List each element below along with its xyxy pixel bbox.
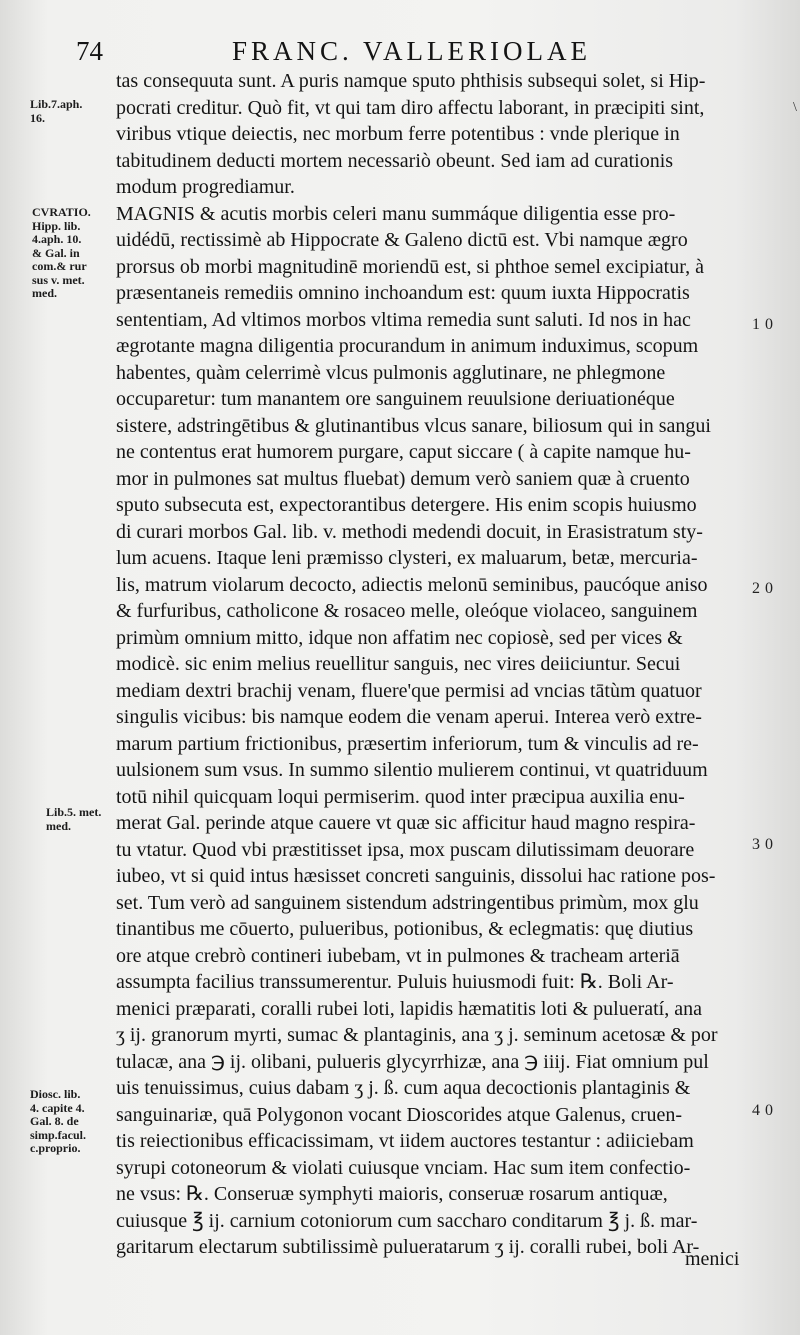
text-line: prorsus ob morbi magnitudinē moriendū est, si phthoe semel excipiatur, à <box>116 255 704 278</box>
text-line: tabitudinem deducti mortem necessariò obeunt. Sed iam ad curationis <box>116 149 674 172</box>
line-number-40: 40 <box>752 1102 778 1119</box>
text-line: præsentaneis remediis omnino inchoandum est: quum iuxta Hippocratis <box>116 282 690 304</box>
page-header <box>0 28 800 68</box>
text-line: habentes, quàm celerrimè vlcus pulmonis agglutinare, ne phlegmone <box>116 361 666 384</box>
margin-note-curatio: CVRATIO. Hipp. lib. 4.aph. 10. & Gal. in com.& rur sus v. met. med. <box>32 205 91 300</box>
text-line: garitarum electarum subtilissimè pulueratarum ʒ ij. coralli rubei, boli Ar- <box>116 1236 700 1258</box>
text-line: uis tenuissimus, cuius dabam ʒ j. ß. cum aqua decoctionis plantaginis & <box>116 1077 691 1099</box>
page-number: 74 <box>76 36 103 66</box>
text-line: MAGNIS & acutis morbis celeri manu summáque diligentia esse pro- <box>116 202 676 225</box>
text-line: ne vsus: ℞. Conseruæ symphyti maioris, conseruæ rosarum antiquæ, <box>116 1183 668 1205</box>
text-line: occuparetur: tum manantem ore sanguinem reuulsione deriuationéque <box>116 388 675 410</box>
text-line: modum progrediamur. <box>116 176 295 198</box>
line-number-30: 30 <box>752 836 778 853</box>
text-line: ne contentus erat humorem purgare, caput siccare ( à capite namque hu- <box>116 441 691 463</box>
text-line: viribus vtique deiectis, nec morbum ferre potentibus : vnde plerique in <box>116 123 680 145</box>
text-line: modicè. sic enim melius reuellitur sanguis, nec vires deiiciuntur. Secui <box>116 653 681 675</box>
text-line: ore atque crebrò contineri iubebam, vt in pulmones & tracheam arteriā <box>116 944 680 967</box>
text-line: lum acuens. Itaque leni præmisso clysteri, ex maluarum, betæ, mercuria- <box>116 547 698 569</box>
text-line: tu vtatur. Quod vbi præstitisset ipsa, mox puscam dilutissimam deuorare <box>116 838 695 861</box>
text-line: iubeo, vt si quid intus hæsisset concreti sanguinis, dissolui hac ratione pos- <box>116 865 716 887</box>
text-line: mor in pulmones sat multus fluebat) demum verò saniem quæ à cruento <box>116 467 690 490</box>
text-line: sententiam, Ad vltimos morbos vltima remedia sunt saluti. Id nos in hac <box>116 308 691 331</box>
text-line: uidédū, rectissimè ab Hippocrate & Galeno dictū est. Vbi namque ægro <box>116 229 688 251</box>
text-line: pocrati creditur. Quò fit, vt qui tam diro affectu laborant, in præcipiti sint, <box>116 96 705 119</box>
text-line: tinantibus me cōuerto, pulueribus, potionibus, & eclegmatis: quę diutius <box>116 918 694 940</box>
text-line: marum partium frictionibus, præsertim inferiorum, tum & vinculis ad re- <box>116 732 699 755</box>
line-number-10: 10 <box>752 316 778 333</box>
text-line: syrupi cotoneorum & violati cuiusque vnciam. Hac sum item confectio- <box>116 1156 691 1179</box>
margin-note-dioscorides: Diosc. lib. 4. capite 4. Gal. 8. de simp.facul. c.proprio. <box>30 1087 87 1155</box>
text-line: singulis vicibus: bis namque eodem die venam aperui. Interea verò extre- <box>116 706 702 728</box>
text-line: tas consequuta sunt. A puris namque sputo phthisis subsequi solet, si Hip- <box>116 70 706 92</box>
text-line: mediam dextri brachij venam, fluere'que permisi ad vncias tātùm quatuor <box>116 679 702 702</box>
text-line: set. Tum verò ad sanguinem sistendum adstringentibus primùm, mox glu <box>116 891 699 914</box>
text-line: tulacæ, ana ℈ ij. olibani, pulueris glycyrrhizæ, ana ℈ iiij. Fiat omnium pul <box>116 1050 709 1073</box>
text-line: ʒ ij. granorum myrti, sumac & plantaginis, ana ʒ j. seminum acetosæ & por <box>116 1024 718 1046</box>
text-line: sputo subsecuta est, expectorantibus detergere. His enim scopis huiusmo <box>116 494 697 516</box>
text-line: lis, matrum violarum decocto, adiectis melonū seminibus, paucóque aniso <box>116 573 708 596</box>
running-head: FRANC. VALLERIOLAE <box>232 36 592 66</box>
text-line: primùm omnium mitto, idque non affatim nec copiosè, sed per vices & <box>116 626 683 649</box>
text-line: sanguinariæ, quā Polygonon vocant Dioscorides atque Galenus, cruen- <box>116 1103 682 1126</box>
text-line: totū nihil quicquam loqui permiserim. quod inter præcipua auxilia enu- <box>116 785 685 808</box>
catchword: menici <box>685 1248 740 1270</box>
text-line: & furfuribus, catholicone & rosaceo melle, oleóque violaceo, sanguinem <box>116 600 698 622</box>
text-line: ægrotante magna diligentia procurandum in animum induximus, scopum <box>116 335 699 357</box>
text-line: di curari morbos Gal. lib. v. methodi medendi docuit, in Erasistratum sty- <box>116 520 703 543</box>
text-line: uulsionem sum vsus. In summo silentio mulierem continui, vt quatriduum <box>116 759 708 781</box>
text-line: tis reiectionibus efficacissimam, vt iidem auctores testantur : adiiciebam <box>116 1130 694 1152</box>
text-line: menici præparati, coralli rubei loti, lapidis hæmatitis loti & pulueratí, ana <box>116 997 702 1020</box>
text-line: merat Gal. perinde atque cauere vt quæ sic afficitur haud magno respira- <box>116 812 696 834</box>
text-line: sistere, adstringētibus & glutinantibus vlcus sanare, biliosum qui in sangui <box>116 414 711 437</box>
text-line: cuiusque ℥ ij. carnium cotoniorum cum saccharo conditarum ℥ j. ß. mar- <box>116 1209 698 1232</box>
margin-note-aphorism: Lib.7.aph. 16. <box>30 97 83 125</box>
text-line: assumpta facilius transsumerentur. Puluis huiusmodi fuit: ℞. Boli Ar- <box>116 971 674 993</box>
edge-mark: \ <box>793 100 797 115</box>
line-number-20: 20 <box>752 580 778 597</box>
margin-note-galen: Lib.5. met. med. <box>46 805 102 833</box>
body-text <box>116 68 761 1261</box>
